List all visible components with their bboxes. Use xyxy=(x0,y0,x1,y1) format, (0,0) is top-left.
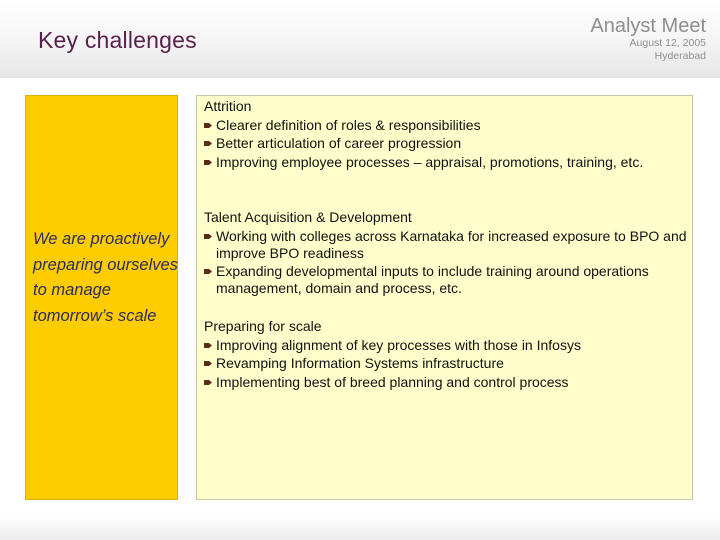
bullet-text: Revamping Information Systems infrastructure xyxy=(216,355,504,371)
arrow-bullet-icon xyxy=(204,342,212,349)
arrow-bullet-icon xyxy=(204,159,212,166)
challenges-panel xyxy=(196,95,693,500)
arrow-bullet-icon xyxy=(204,140,212,147)
section-heading: Talent Acquisition & Development xyxy=(204,209,412,225)
section-heading: Preparing for scale xyxy=(204,318,322,334)
bullet-list xyxy=(204,228,688,298)
event-name: Analyst Meet xyxy=(590,15,706,37)
section-heading: Attrition xyxy=(204,98,252,114)
bullet-item xyxy=(204,355,688,372)
bullet-text: Clearer definition of roles & responsibilities xyxy=(216,116,481,133)
bullet-item xyxy=(204,374,688,391)
event-date: August 12, 2005 xyxy=(629,37,706,49)
header-band xyxy=(0,0,720,78)
bullet-text: Expanding developmental inputs to include training around operations management, domain and process, etc. xyxy=(216,263,649,296)
page-title: Key challenges xyxy=(38,27,197,53)
bullet-text: Working with colleges across Karnataka for increased exposure to BPO and improve BPO readiness xyxy=(216,227,687,261)
arrow-bullet-icon xyxy=(204,122,212,129)
bullet-item xyxy=(204,337,688,354)
bullet-text: Better articulation of career progression xyxy=(216,135,462,151)
arrow-bullet-icon xyxy=(204,268,212,275)
summary-panel xyxy=(25,95,178,500)
bullet-item xyxy=(204,263,688,297)
bullet-text: Implementing best of breed planning and control process xyxy=(216,373,569,390)
event-location: Hyderabad xyxy=(654,50,706,62)
section-scale xyxy=(204,317,688,391)
footer-band xyxy=(0,516,720,540)
arrow-bullet-icon xyxy=(204,379,212,386)
bullet-item xyxy=(204,228,688,262)
arrow-bullet-icon xyxy=(204,360,212,367)
bullet-item xyxy=(204,117,688,134)
bullet-list xyxy=(204,337,688,391)
arrow-bullet-icon xyxy=(204,233,212,240)
section-talent xyxy=(204,208,688,297)
bullet-text: Improving employee processes – appraisal, promotions, training, etc. xyxy=(216,153,644,170)
event-info xyxy=(590,15,706,63)
section-attrition xyxy=(204,97,688,171)
bullet-list xyxy=(204,117,688,171)
bullet-item xyxy=(204,154,688,171)
summary-tagline: We are proactively preparing ourselves to manage tomorrow’s scale xyxy=(33,230,178,325)
bullet-text: Improving alignment of key processes with those in Infosys xyxy=(216,336,581,353)
bullet-item xyxy=(204,135,688,152)
